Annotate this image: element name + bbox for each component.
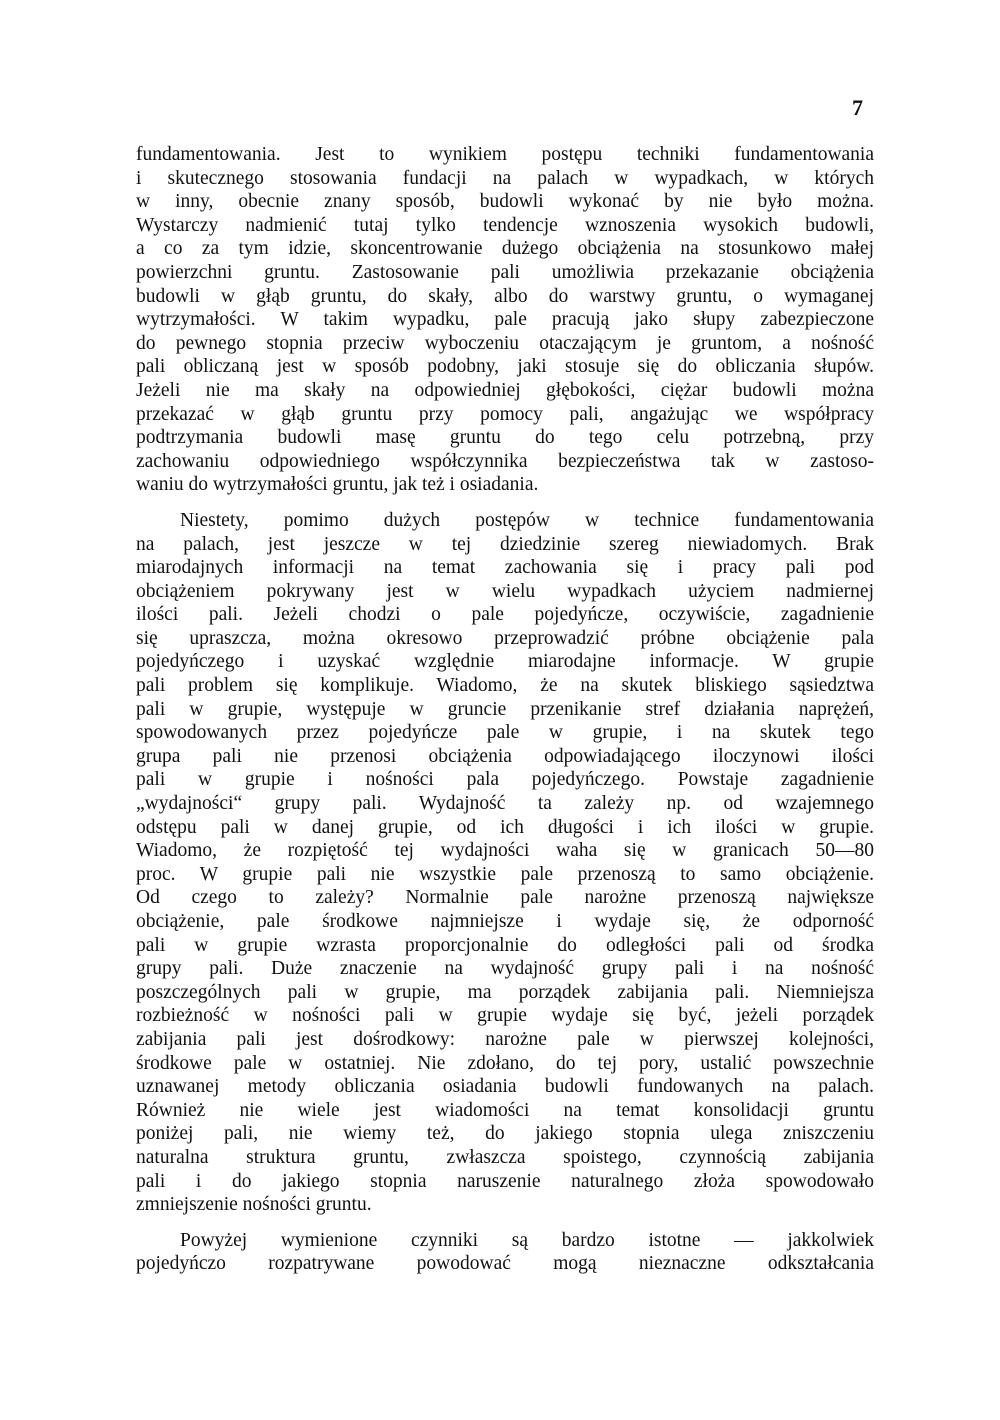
text-line: naturalna struktura gruntu, zwłaszcza spoistego, czynnością zabijania [136,1146,874,1168]
body-text [136,143,874,1276]
text-line: Wystarczy nadmienić tutaj tylko tendencje wznoszenia wysokich budowli, [136,214,874,236]
text-line: grupa pali nie przenosi obciążenia odpowiadającego iloczynowi ilości [136,745,874,767]
text-line: budowli w głąb gruntu, do skały, albo do warstwy gruntu, o wymaganej [136,285,874,307]
paragraph-2 [136,509,874,1217]
text-line: grupy pali. Duże znaczenie na wydajność grupy pali i na nośność [136,958,874,980]
text-line: Od czego to zależy? Normalnie pale narożne przenoszą największe [136,887,874,909]
text-line: Powyżej wymienione czynniki są bardzo istotne — jakkolwiek [180,1229,874,1251]
text-line: Niestety, pomimo dużych postępów w technice fundamentowania [180,509,874,531]
text-line: waniu do wytrzymałości gruntu, jak też i osiadania. [136,474,539,496]
text-line: się upraszcza, można okresowo przeprowadzić próbne obciążenie pala [136,627,874,649]
text-line: a co za tym idzie, skoncentrowanie dużego obciążenia na stosunkowo małej [136,238,874,260]
text-line: poszczególnych pali w grupie, ma porządek zabijania pali. Niemniejsza [136,981,874,1003]
text-line: pali obliczaną jest w sposób podobny, jaki stosuje się do obliczania słupów. [136,356,874,378]
text-line: Jeżeli nie ma skały na odpowiedniej głębokości, ciężar budowli można [136,379,874,401]
text-line: fundamentowania. Jest to wynikiem postępu techniki fundamentowania [136,144,874,165]
text-line: pali w grupie i nośności pala pojedyńczego. Powstaje zagadnienie [136,769,874,791]
text-line: pali i do jakiego stopnia naruszenie naturalnego złoża spowodowało [136,1170,874,1192]
text-line: „wydajności“ grupy pali. Wydajność ta zależy np. od wzajemnego [136,793,874,815]
text-line: przekazać w głąb gruntu przy pomocy pali, angażując we współpracy [136,403,874,425]
text-line: zmniejszenie nośności gruntu. [136,1194,372,1216]
text-line: pali w grupie wzrasta proporcjonalnie do odległości pali od środka [136,934,874,956]
text-line: podtrzymania budowli masę gruntu do tego celu potrzebną, przy [136,427,874,449]
text-line: zabijania pali jest dośrodkowy: narożne pale w pierwszej kolejności, [136,1028,874,1050]
text-line: pali w grupie, występuje w gruncie przenikanie stref działania naprężeń, [136,698,874,720]
text-line: ilości pali. Jeżeli chodzi o pale pojedyńcze, oczywiście, zagadnienie [136,604,874,626]
text-line: pojedyńczo rozpatrywane powodować mogą nieznaczne odkształcania [136,1253,874,1275]
text-line: powierzchni gruntu. Zastosowanie pali umożliwia przekazanie obciążenia [136,261,874,283]
text-line: środkowe pale w ostatniej. Nie zdołano, do tej pory, ustalić powszechnie [136,1052,874,1074]
paragraph-3 [136,1229,874,1276]
text-line: i skutecznego stosowania fundacji na palach w wypadkach, w których [136,167,874,189]
text-line: zachowaniu odpowiedniego współczynnika bezpieczeństwa tak w zastoso- [136,450,874,472]
text-line: obciążenie, pale środkowe najmniejsze i wydaje się, że odporność [136,911,874,932]
text-line: proc. W grupie pali nie wszystkie pale przenoszą to samo obciążenie. [136,863,874,885]
text-line: miarodajnych informacji na temat zachowania się i pracy pali pod [136,557,874,579]
text-line: poniżej pali, nie wiemy też, do jakiego stopnia ulega zniszczeniu [136,1123,874,1145]
text-line: spowodowanych przez pojedyńcze pale w grupie, i na skutek tego [136,722,874,744]
text-line: wytrzymałości. W takim wypadku, pale pracują jako słupy zabezpieczone [136,309,874,331]
text-line: Również nie wiele jest wiadomości na temat konsolidacji gruntu [136,1099,874,1121]
text-line: obciążeniem pokrywany jest w wielu wypadkach użyciem nadmiernej [136,580,874,602]
page-number: 7 [852,95,863,120]
text-line: uznawanej metody obliczania osiadania budowli fundowanych na palach. [136,1076,874,1098]
text-line: na palach, jest jeszcze w tej dziedzinie szereg niewiadomych. Brak [136,533,874,555]
text-line: w inny, obecnie znany sposób, budowli wykonać by nie było można. [136,191,874,213]
text-line: pojedyńczego i uzyskać względnie miarodajne informacje. W grupie [136,651,874,673]
text-line: Wiadomo, że rozpiętość tej wydajności waha się w granicach 50—80 [136,840,874,862]
paragraph-1 [136,143,874,497]
text-line: pali problem się komplikuje. Wiadomo, że na skutek bliskiego sąsiedztwa [136,675,874,697]
text-line: odstępu pali w danej grupie, od ich długości i ich ilości w grupie. [136,816,874,838]
text-line: do pewnego stopnia przeciw wyboczeniu otaczającym je gruntom, a nośność [136,332,874,354]
text-line: rozbieżność w nośności pali w grupie wydaje się być, jeżeli porządek [136,1005,874,1027]
